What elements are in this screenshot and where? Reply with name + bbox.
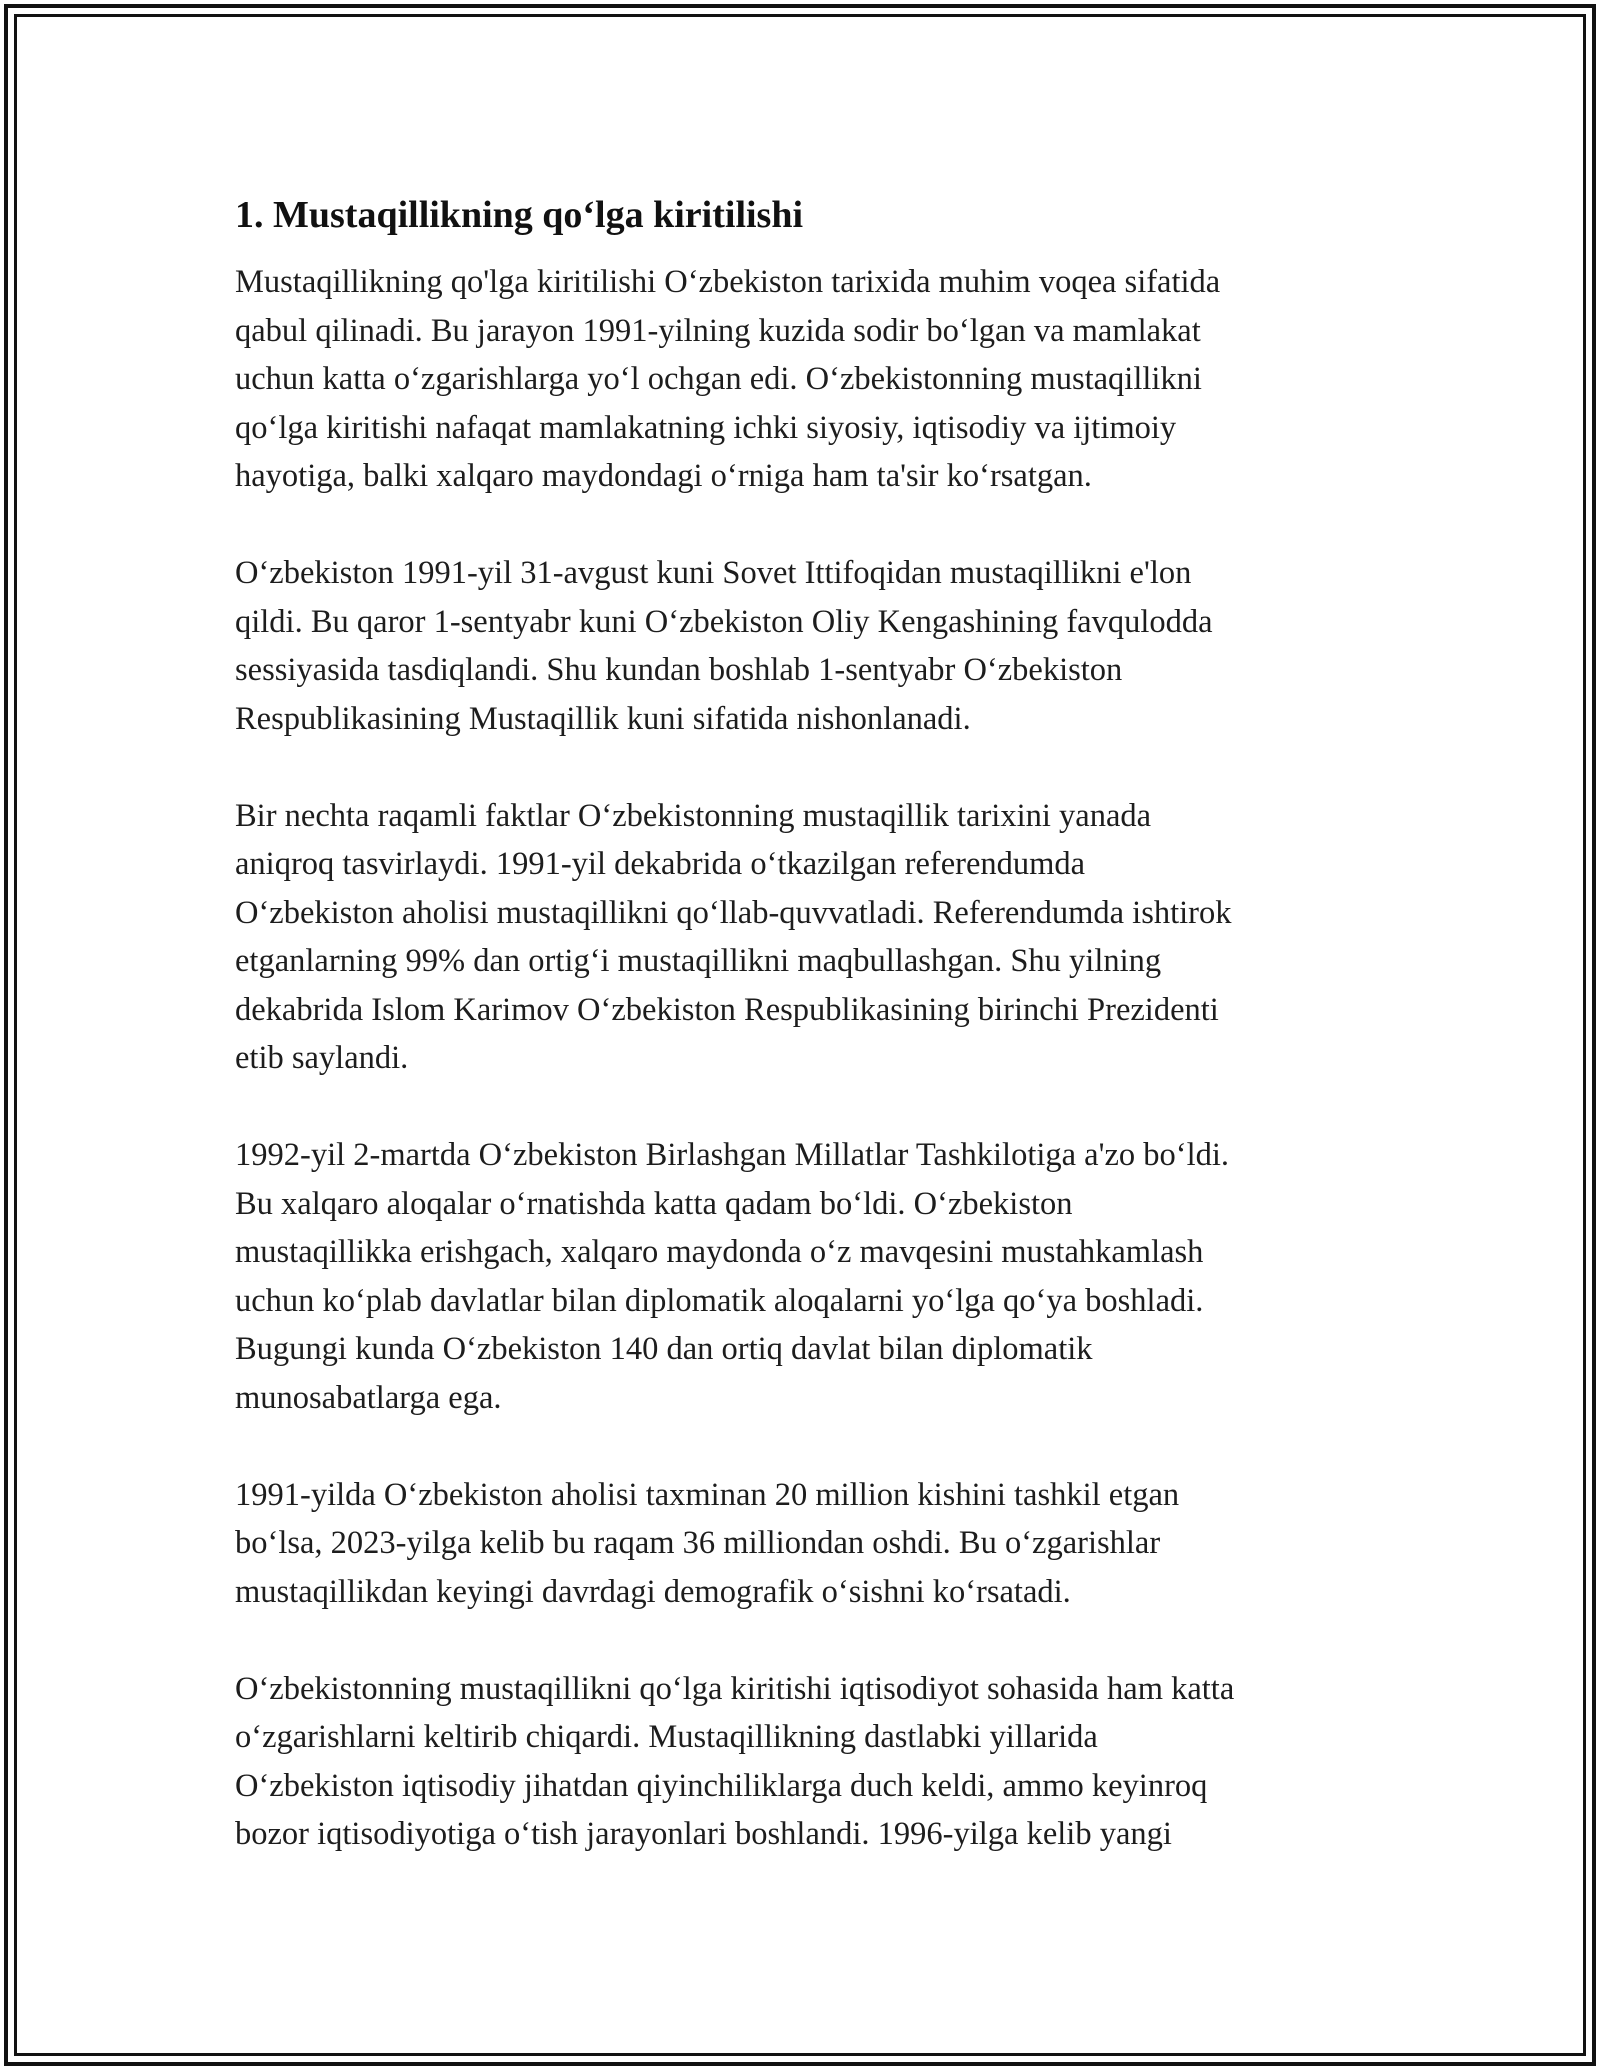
paragraph-line: dekabrida Islom Karimov O‘zbekiston Respublikasining birinchi Prezidenti: [235, 991, 1219, 1028]
paragraph-line: mustaqillikdan keyingi davrdagi demografik o‘sishni ko‘rsatadi.: [235, 1573, 1071, 1610]
paragraph-line: bozor iqtisodiyotiga o‘tish jarayonlari boshlandi. 1996-yilga kelib yangi: [235, 1816, 1172, 1852]
paragraph-line: qo‘lga kiritishi nafaqat mamlakatning ichki siyosiy, iqtisodiy va ijtimoiy: [235, 409, 1177, 446]
paragraph-line: bo‘lsa, 2023-yilga kelib bu raqam 36 milliondan oshdi. Bu o‘zgarishlar: [235, 1525, 1161, 1561]
section-heading: 1. Mustaqillikning qo‘lga kiritilishi: [235, 194, 804, 236]
paragraph-line: o‘zgarishlarni keltirib chiqardi. Mustaqillikning dastlabki yillarida: [235, 1719, 1098, 1755]
paragraph-un-membership: [235, 1131, 1385, 1422]
paragraph-line: hayotiga, balki xalqaro maydondagi o‘rniga ham ta'sir ko‘rsatgan.: [235, 458, 1092, 494]
paragraph-line: Bugungi kunda O‘zbekiston 140 dan ortiq davlat bilan diplomatik: [235, 1331, 1093, 1367]
paragraph-line: O‘zbekiston iqtisodiy jihatdan qiyinchiliklarga duch keldi, ammo keyinroq: [235, 1767, 1208, 1804]
paragraph-line: munosabatlarga ega.: [235, 1379, 502, 1416]
paragraph-line: Respublikasining Mustaqillik kuni sifatida nishonlanadi.: [235, 700, 971, 737]
paragraph-referendum: [235, 792, 1385, 1083]
paragraph-line: Mustaqillikning qo'lga kiritilishi O‘zbekiston tarixida muhim voqea sifatida: [235, 264, 1221, 300]
paragraph-economy: [235, 1665, 1385, 1859]
paragraph-line: Bir nechta raqamli faktlar O‘zbekistonning mustaqillik tarixini yanada: [235, 797, 1152, 834]
paragraph-line: 1992-yil 2-martda O‘zbekiston Birlashgan Millatlar Tashkilotiga a'zo bo‘ldi.: [235, 1137, 1230, 1173]
paragraph-line: O‘zbekistonning mustaqillikni qo‘lga kiritishi iqtisodiyot sohasida ham katta: [235, 1670, 1235, 1707]
paragraph-line: O‘zbekiston aholisi mustaqillikni qo‘llab-quvvatladi. Referendumda ishtirok: [235, 894, 1232, 931]
paragraph-line: etib saylandi.: [235, 1040, 409, 1076]
paragraph-independence-declaration: [235, 549, 1385, 743]
paragraph-line: O‘zbekiston 1991-yil 31-avgust kuni Sovet Ittifoqidan mustaqillikni e'lon: [235, 555, 1192, 591]
paragraph-line: uchun ko‘plab davlatlar bilan diplomatik aloqalarni yo‘lga qo‘ya boshladi.: [235, 1282, 1204, 1319]
document-body: [235, 180, 1385, 1859]
paragraph-line: qabul qilinadi. Bu jarayon 1991-yilning kuzida sodir bo‘lgan va mamlakat: [235, 312, 1201, 349]
paragraph-line: 1991-yilda O‘zbekiston aholisi taxminan 20 million kishini tashkil etgan: [235, 1476, 1180, 1513]
paragraph-line: etganlarning 99% dan ortig‘i mustaqillikni maqbullashgan. Shu yilning: [235, 943, 1162, 979]
paragraph-line: mustaqillikka erishgach, xalqaro maydonda o‘z mavqesini mustahkamlash: [235, 1234, 1204, 1270]
paragraph-intro: [235, 258, 1385, 501]
paragraph-population: [235, 1471, 1385, 1617]
paragraph-line: Bu xalqaro aloqalar o‘rnatishda katta qadam bo‘ldi. O‘zbekiston: [235, 1185, 1073, 1222]
paragraph-line: qildi. Bu qaror 1-sentyabr kuni O‘zbekiston Oliy Kengashining favqulodda: [235, 603, 1213, 640]
paragraph-line: sessiyasida tasdiqlandi. Shu kundan boshlab 1-sentyabr O‘zbekiston: [235, 652, 1123, 688]
paragraph-line: aniqroq tasvirlaydi. 1991-yil dekabrida o‘tkazilgan referendumda: [235, 846, 1086, 882]
paragraph-line: uchun katta o‘zgarishlarga yo‘l ochgan edi. O‘zbekistonning mustaqillikni: [235, 361, 1202, 397]
